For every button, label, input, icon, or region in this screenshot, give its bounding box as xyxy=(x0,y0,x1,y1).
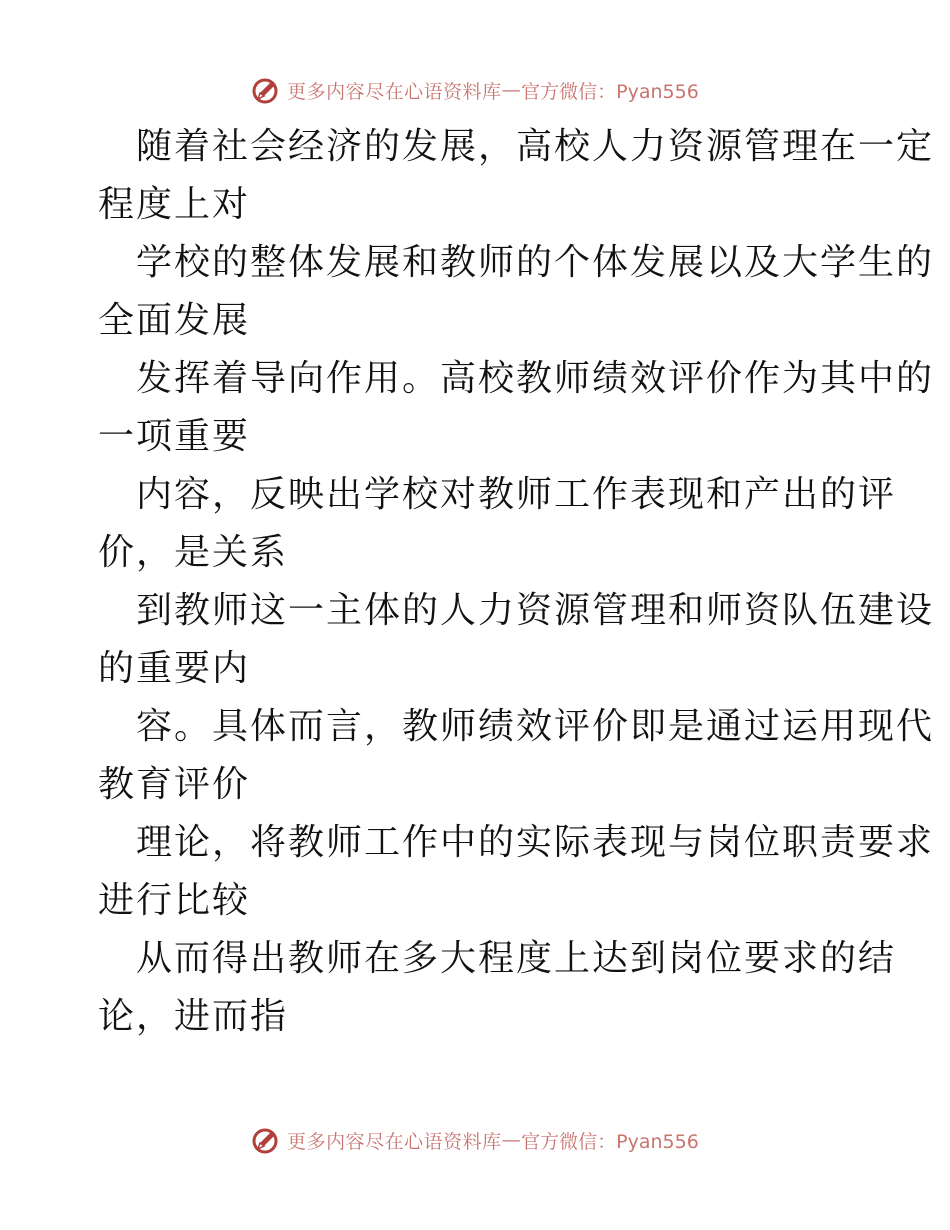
header-text: 更多内容尽在心语资料库 xyxy=(287,80,502,103)
body-line: 发挥着导向作用。高校教师绩效评价作为其中的 xyxy=(136,358,935,399)
footer-separator: — xyxy=(501,1129,522,1151)
body-line: 到教师这一主体的人力资源管理和师资队伍建设 xyxy=(136,590,935,631)
body-line: 随着社会经济的发展，高校人力资源管理在一定 xyxy=(136,126,935,167)
document-body xyxy=(98,118,935,1046)
body-line: 理论，将教师工作中的实际表现与岗位职责要求 xyxy=(136,822,935,863)
body-line: 价，是关系 xyxy=(98,532,289,573)
footer-wechat: 官方微信：Pyan556 xyxy=(521,1130,699,1153)
body-line: 从而得出教师在多大程度上达到岗位要求的结 xyxy=(136,938,897,979)
header-separator: — xyxy=(501,79,522,101)
body-line: 的重要内 xyxy=(98,648,251,689)
body-line: 全面发展 xyxy=(98,300,251,341)
body-line: 容。具体而言，教师绩效评价即是通过运用现代 xyxy=(136,706,935,747)
body-line: 内容，反映出学校对教师工作表现和产出的评 xyxy=(136,474,897,515)
body-line: 教育评价 xyxy=(98,764,251,805)
footer-text: 更多内容尽在心语资料库 xyxy=(287,1130,502,1153)
header-banner xyxy=(0,70,950,110)
body-line: 论，进而指 xyxy=(98,996,289,1037)
pen-nib-logo-icon xyxy=(251,75,281,105)
footer-banner xyxy=(0,1120,950,1160)
body-line: 学校的整体发展和教师的个体发展以及大学生的 xyxy=(136,242,935,283)
header-wechat: 官方微信：Pyan556 xyxy=(521,80,699,103)
pen-nib-logo-icon xyxy=(251,1125,281,1155)
body-line: 进行比较 xyxy=(98,880,251,921)
body-line: 一项重要 xyxy=(98,416,251,457)
body-line: 程度上对 xyxy=(98,184,251,225)
